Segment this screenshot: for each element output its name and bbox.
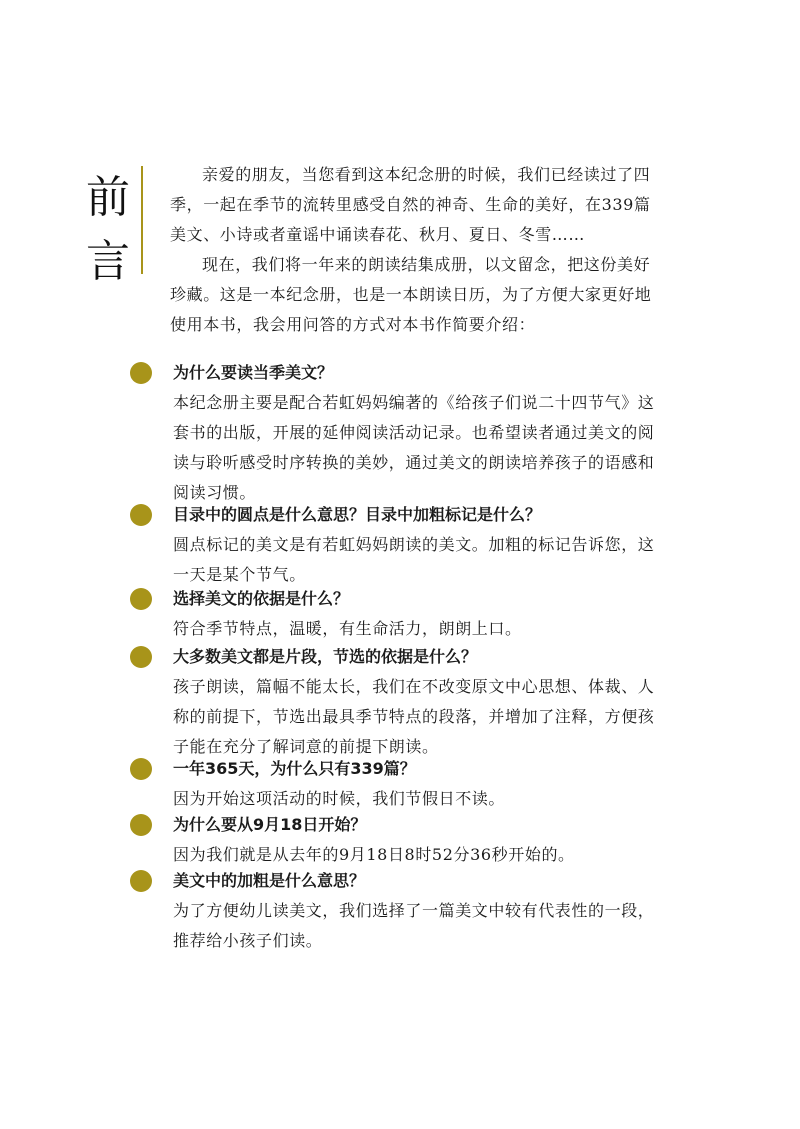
bullet-dot-icon: [130, 504, 152, 526]
question-text: 为什么要读当季美文？: [173, 363, 334, 382]
qa-item-1: [130, 358, 670, 508]
intro-paragraph: 现在，我们将一年来的朗读结集成册，以文留念，把这份美好珍藏。这是一本纪念册，也是一本朗读日历，为了方便大家更好地使用本书，我会用问答的方式对本书作简要介绍：: [170, 255, 652, 334]
qa-item-6: [130, 810, 670, 870]
answer-text: 因为开始这项活动的时候，我们节假日不读。: [173, 789, 506, 808]
answer-text: 为了方便幼儿读美文，我们选择了一篇美文中较有代表性的一段，推荐给小孩子们读。: [173, 901, 655, 950]
question-text: 大多数美文都是片段，节选的依据是什么？: [173, 647, 478, 666]
question-text: 美文中的加粗是什么意思？: [173, 871, 366, 890]
question-text: 为什么要从9月18日开始？: [173, 815, 367, 834]
qa-item-5: [130, 754, 670, 814]
bullet-dot-icon: [130, 588, 152, 610]
question-text: 选择美文的依据是什么？: [173, 589, 350, 608]
qa-item-2: [130, 500, 670, 590]
answer-text: 孩子朗读，篇幅不能太长，我们在不改变原文中心思想、体裁、人称的前提下，节选出最具季节特点的段落，并增加了注释，方便孩子能在充分了解词意的前提下朗读。: [173, 677, 655, 756]
question-text: 一年365天，为什么只有339篇？: [173, 759, 416, 778]
answer-text: 圆点标记的美文是有若虹妈妈朗读的美文。加粗的标记告诉您，这一天是某个节气。: [173, 535, 655, 584]
intro-paragraph: 亲爱的朋友，当您看到这本纪念册的时候，我们已经读过了四季，一起在季节的流转里感受自然的神奇、生命的美好，在339篇美文、小诗或者童谣中诵读春花、秋月、夏日、冬雪……: [170, 165, 651, 244]
bullet-dot-icon: [130, 362, 152, 384]
bullet-dot-icon: [130, 814, 152, 836]
intro-section: [170, 160, 660, 340]
page-title: [80, 166, 136, 294]
bullet-dot-icon: [130, 870, 152, 892]
bullet-dot-icon: [130, 758, 152, 780]
qa-item-4: [130, 642, 670, 762]
page-title-char: 前: [86, 172, 130, 223]
answer-text: 符合季节特点，温暖，有生命活力，朗朗上口。: [173, 619, 522, 638]
page-title-char: 言: [86, 236, 130, 287]
title-divider: [141, 166, 143, 274]
qa-item-7: [130, 866, 670, 956]
question-text: 目录中的圆点是什么意思？目录中加粗标记是什么？: [173, 505, 542, 524]
bullet-dot-icon: [130, 646, 152, 668]
qa-item-3: [130, 584, 670, 644]
answer-text: 本纪念册主要是配合若虹妈妈编著的《给孩子们说二十四节气》这套书的出版，开展的延伸阅读活动记录。也希望读者通过美文的阅读与聆听感受时序转换的美妙，通过美文的朗读培养孩子的语感和阅读习惯。: [173, 393, 655, 502]
answer-text: 因为我们就是从去年的9月18日8时52分36秒开始的。: [173, 845, 575, 864]
